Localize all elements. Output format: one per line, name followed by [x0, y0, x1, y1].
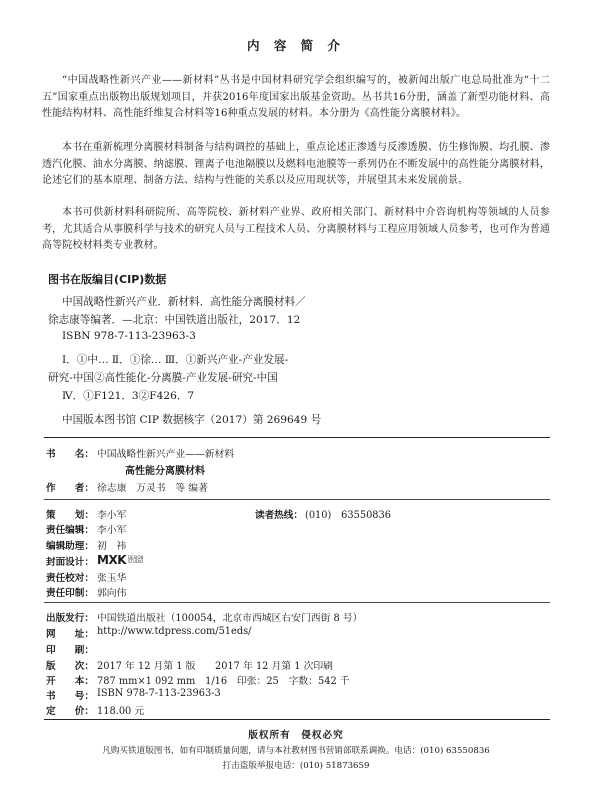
edition-label: 版 次：: [46, 661, 94, 672]
cip-line-6: Ⅳ．①F121．3②F426．7: [62, 390, 195, 402]
assistant-value: 初 祎: [97, 541, 127, 552]
planning-value: 李小军: [97, 510, 127, 521]
cip-line-3: ISBN 978-7-113-23963-3: [62, 330, 196, 342]
cip-line-4: Ⅰ．①中… Ⅱ．①徐… Ⅲ．①新兴产业-产业发展-: [62, 354, 289, 366]
proof-value: 张玉华: [97, 573, 127, 584]
intro-text-1: “中国战略性新兴产业——新材料”丛书是中国材料研究学会组织编写的，被新闻出版广电总局批准为“十二五”国家重点出版物出版规划项目，并获2016年度国家出版基金资助。丛书共16分册，涵盖了新型功能材料、高性能结构材料、高性能纤维复合材料等16种重点发展的材料。本分册为《高性能分离膜材料》。: [42, 75, 550, 119]
book-subtitle: 高性能分离膜材料: [125, 466, 205, 477]
quality-notice: 凡购买铁道版图书，如有印制质量问题，请与本社教材图书营销部联系调换。电话：(010) 63550836: [102, 746, 490, 756]
isbn-value: ISBN 978-7-113-23963-3: [97, 688, 221, 699]
authors: 徐志康 万灵书 等 编著: [97, 483, 208, 494]
divider: [44, 719, 550, 720]
price-value: 118.00 元: [97, 706, 145, 717]
cip-title: 图书在版编目(CIP)数据: [48, 273, 167, 286]
print-value: 郭向伟: [97, 588, 127, 599]
format-label: 开 本：: [46, 676, 94, 687]
intro-title: 内 容 简 介: [246, 38, 346, 53]
cip-line-7: 中国版本图书馆 CIP 数据核字（2017）第 269649 号: [62, 414, 322, 426]
design-logo-sub2: STUDIO: [128, 559, 144, 564]
design-logo-mark: MXK: [97, 553, 126, 567]
piracy-hotline: 打击盗版举报电话：(010) 51873659: [222, 761, 370, 771]
print-label: 责任印制：: [46, 588, 94, 599]
publisher-value: 中国铁道出版社（100054，北京市西城区右安门西街 8 号）: [97, 613, 363, 624]
planning-label: 策 划：: [46, 510, 94, 521]
cip-line-2: 徐志康等编著．—北京：中国铁道出版社，2017．12: [48, 314, 301, 326]
book-name-label: 书 名：: [46, 449, 94, 460]
isbn-label: 书 号：: [46, 691, 94, 702]
intro-paragraph-2: [42, 140, 550, 190]
divider: [44, 602, 550, 603]
web-label: 网 址：: [46, 629, 94, 640]
book-series: 中国战略性新兴产业——新材料: [97, 449, 235, 460]
hotline-label: 读者热线：: [255, 510, 303, 521]
assistant-label: 编辑助理：: [46, 541, 94, 552]
design-logo-sub1: DESIGN: [128, 554, 144, 560]
format-value: 787 mm×1 092 mm 1/16 印张：25 字数：542 千: [97, 676, 350, 687]
copyright-notice: 版权所有 侵权必究: [248, 730, 344, 741]
hotline-value: (010) 63550836: [305, 510, 392, 521]
design-label: 封面设计：: [46, 557, 94, 568]
intro-paragraph-3: [42, 205, 550, 255]
author-label: 作 者：: [46, 483, 94, 494]
cip-line-5: 研究-中国②高性能化-分离膜-产业发展-研究-中国: [48, 372, 278, 384]
web-value: http://www.tdpress.com/51eds/: [97, 626, 252, 637]
divider: [44, 499, 550, 500]
intro-paragraph-1: [42, 73, 550, 123]
price-label: 定 价：: [46, 706, 94, 717]
design-logo-subtext: [128, 556, 143, 565]
editor-value: 李小军: [97, 525, 127, 536]
edition-value: 2017 年 12 月第 1 版 2017 年 12 月第 1 次印刷: [97, 661, 333, 672]
intro-text-3: 本书可供新材料科研院所、高等院校、新材料产业界、政府相关部门、新材料中介咨询机构等领域的人员参考，尤其适合从事膜科学与技术的研究人员与工程技术人员、分离膜材料与工程应用领域人员参考，也可作为普通高等院校材料类专业教材。: [42, 207, 550, 251]
cip-line-1: 中国战略性新兴产业．新材料．高性能分离膜材料／: [62, 296, 306, 308]
design-studio-logo: [97, 553, 143, 567]
proof-label: 责任校对：: [46, 573, 94, 584]
intro-text-2: 本书在重新梳理分离膜材料制备与结构调控的基础上，重点论述正渗透与反渗透膜、仿生修饰膜、均孔膜、渗透汽化膜、油水分离膜、纳滤膜、锂离子电池隔膜以及燃料电池膜等一系列仍在不断发展中的高性能分离膜材料，论述它们的基本原理、制备方法、结构与性能的关系以及应用现状等，并展望其未来发展前景。: [42, 142, 550, 186]
divider: [44, 437, 550, 438]
publisher-label: 出版发行：: [46, 613, 94, 624]
printer-label: 印 刷：: [46, 645, 94, 656]
editor-label: 责任编辑：: [46, 525, 94, 536]
